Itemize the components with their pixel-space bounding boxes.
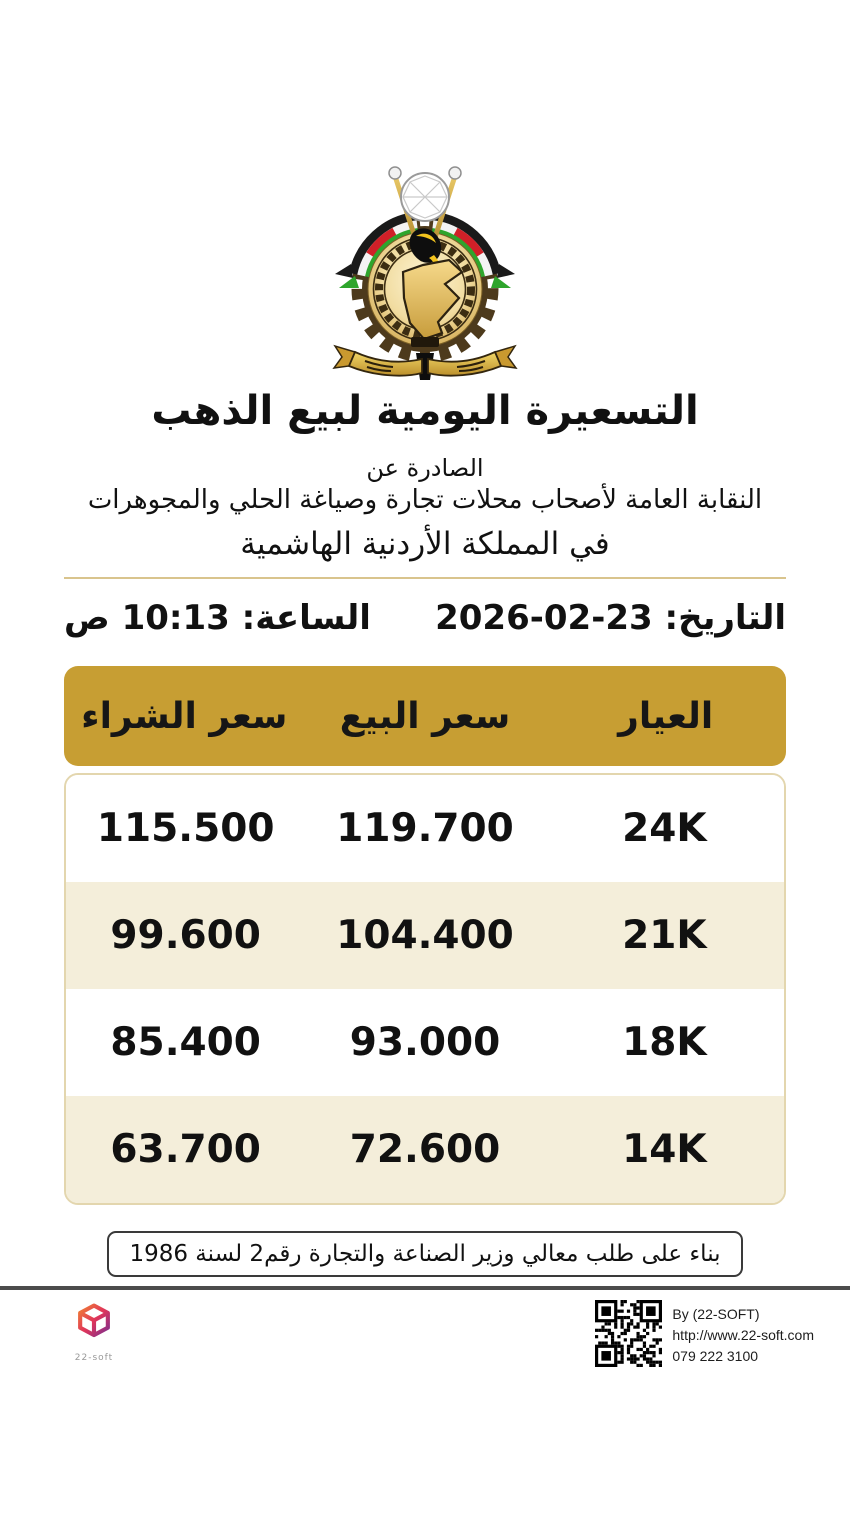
karat-value: 24K bbox=[622, 806, 707, 851]
vendor-logo-caption: 22-soft bbox=[74, 1353, 114, 1363]
column-sell-price: سعر البيع bbox=[339, 695, 511, 737]
vendor-footer bbox=[0, 1290, 850, 1367]
table-header bbox=[64, 666, 786, 766]
time-label: الساعة: 10:13 ص bbox=[64, 598, 371, 638]
gold-divider bbox=[64, 577, 786, 579]
column-buy-price: سعر الشراء bbox=[81, 695, 288, 737]
legal-note: بناء على طلب معالي وزير الصناعة والتجارة رقم2 لسنة 1986 bbox=[107, 1231, 742, 1277]
kingdom-name: في المملكة الأردنية الهاشمية bbox=[240, 526, 610, 562]
table-row-24k bbox=[66, 775, 784, 882]
buy-value: 99.600 bbox=[110, 913, 261, 958]
issued-by-label: الصادرة عن bbox=[366, 454, 484, 482]
price-table bbox=[64, 666, 786, 1205]
table-body bbox=[64, 773, 786, 1205]
qr-code-icon bbox=[595, 1300, 662, 1367]
column-karat: العيار bbox=[618, 695, 714, 737]
karat-value: 14K bbox=[622, 1127, 707, 1172]
sell-value: 93.000 bbox=[349, 1020, 501, 1065]
sell-value: 119.700 bbox=[336, 806, 514, 851]
buy-value: 115.500 bbox=[96, 806, 275, 851]
sell-value: 72.600 bbox=[349, 1127, 501, 1172]
table-row-14k bbox=[66, 1096, 784, 1203]
table-row-21k bbox=[66, 882, 784, 989]
karat-value: 21K bbox=[622, 913, 707, 958]
vendor-phone: 079 222 3100 bbox=[672, 1348, 759, 1364]
karat-value: 18K bbox=[622, 1020, 707, 1065]
vendor-logo-block bbox=[64, 1300, 124, 1363]
cube-logo-icon bbox=[72, 1300, 116, 1348]
vendor-url: http://www.22-soft.com bbox=[672, 1327, 814, 1343]
table-row-18k bbox=[66, 989, 784, 1096]
vendor-contact-block bbox=[595, 1300, 814, 1367]
buy-value: 63.700 bbox=[110, 1127, 261, 1172]
vendor-by: By (22-SOFT) bbox=[672, 1306, 760, 1322]
datetime-row bbox=[64, 598, 786, 638]
buy-value: 85.400 bbox=[110, 1020, 261, 1065]
page-title: التسعيرة اليومية لبيع الذهب bbox=[151, 388, 699, 434]
syndicate-emblem-icon bbox=[325, 156, 525, 386]
sell-value: 104.400 bbox=[336, 913, 514, 958]
vendor-contact-text bbox=[672, 1300, 814, 1367]
date-label: التاريخ: 23-02-2026 bbox=[435, 598, 786, 638]
faceted-orb-icon bbox=[401, 173, 449, 221]
syndicate-name: النقابة العامة لأصحاب محلات تجارة وصياغة الحلي والمجوهرات bbox=[87, 485, 763, 515]
note-wrap bbox=[0, 1231, 850, 1277]
